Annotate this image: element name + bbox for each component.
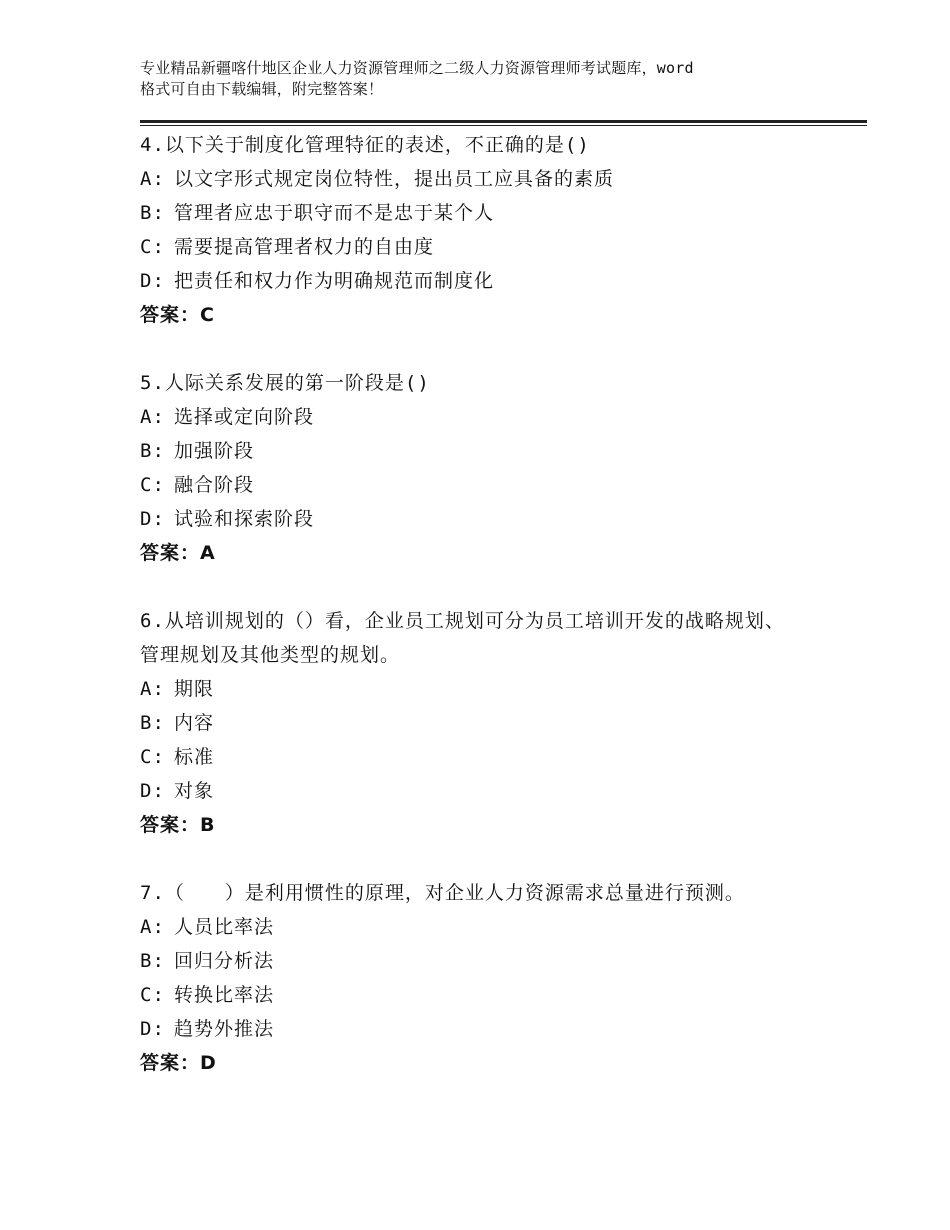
option-label: D: bbox=[140, 270, 165, 292]
option-b bbox=[140, 196, 810, 230]
option-label: C: bbox=[140, 236, 165, 258]
option-label: B: bbox=[140, 440, 165, 462]
option-a bbox=[140, 910, 810, 944]
option-text: 趋势外推法 bbox=[174, 1018, 275, 1040]
option-label: A: bbox=[140, 406, 165, 428]
option-d bbox=[140, 774, 800, 808]
option-label: D: bbox=[140, 780, 165, 802]
option-label: D: bbox=[140, 508, 165, 530]
option-text: 管理者应忠于职守而不是忠于某个人 bbox=[174, 202, 495, 224]
header-divider-thick bbox=[140, 120, 867, 123]
option-label: C: bbox=[140, 474, 165, 496]
option-label: B: bbox=[140, 202, 165, 224]
option-text: 对象 bbox=[174, 780, 215, 802]
option-label: D: bbox=[140, 1018, 165, 1040]
option-text: 内容 bbox=[174, 712, 215, 734]
question-stem: 5.人际关系发展的第一阶段是() bbox=[140, 372, 430, 394]
option-label: B: bbox=[140, 950, 165, 972]
option-label: A: bbox=[140, 168, 165, 190]
option-c bbox=[140, 230, 810, 264]
answer-line: 答案：D bbox=[140, 1052, 217, 1074]
header-line-1: 专业精品新疆喀什地区企业人力资源管理师之二级人力资源管理师考试题库，word bbox=[140, 59, 694, 77]
option-text: 回归分析法 bbox=[174, 950, 275, 972]
option-label: A: bbox=[140, 916, 165, 938]
option-b bbox=[140, 706, 800, 740]
question-5 bbox=[140, 366, 810, 570]
option-text: 试验和探索阶段 bbox=[174, 508, 315, 530]
header-divider-thin bbox=[140, 125, 867, 126]
option-a bbox=[140, 162, 810, 196]
option-text: 需要提高管理者权力的自由度 bbox=[174, 236, 435, 258]
option-d bbox=[140, 1012, 810, 1046]
option-label: C: bbox=[140, 984, 165, 1006]
option-label: C: bbox=[140, 746, 165, 768]
option-d bbox=[140, 502, 810, 536]
option-a bbox=[140, 672, 800, 706]
header-line-2: 格式可自由下载编辑，附完整答案！ bbox=[140, 80, 384, 98]
question-stem: 6.从培训规划的（）看，企业员工规划可分为员工培训开发的战略规划、管理规划及其他类型的规划。 bbox=[140, 610, 785, 666]
question-6 bbox=[140, 604, 800, 842]
question-stem: 7.（ ）是利用惯性的原理，对企业人力资源需求总量进行预测。 bbox=[140, 882, 745, 904]
option-text: 以文字形式规定岗位特性，提出员工应具备的素质 bbox=[174, 168, 615, 190]
option-label: B: bbox=[140, 712, 165, 734]
option-text: 人员比率法 bbox=[174, 916, 275, 938]
answer-line: 答案：A bbox=[140, 542, 216, 564]
option-c bbox=[140, 468, 810, 502]
answer-line: 答案：C bbox=[140, 304, 215, 326]
option-text: 把责任和权力作为明确规范而制度化 bbox=[174, 270, 495, 292]
option-c bbox=[140, 978, 810, 1012]
option-text: 选择或定向阶段 bbox=[174, 406, 315, 428]
document-header bbox=[140, 58, 830, 100]
question-4 bbox=[140, 128, 810, 332]
option-text: 加强阶段 bbox=[174, 440, 255, 462]
option-text: 转换比率法 bbox=[174, 984, 275, 1006]
question-stem: 4.以下关于制度化管理特征的表述，不正确的是() bbox=[140, 134, 590, 156]
option-c bbox=[140, 740, 800, 774]
option-label: A: bbox=[140, 678, 165, 700]
option-b bbox=[140, 944, 810, 978]
option-text: 期限 bbox=[174, 678, 215, 700]
answer-line: 答案：B bbox=[140, 814, 216, 836]
option-text: 标准 bbox=[174, 746, 215, 768]
option-b bbox=[140, 434, 810, 468]
question-7 bbox=[140, 876, 810, 1080]
option-a bbox=[140, 400, 810, 434]
option-text: 融合阶段 bbox=[174, 474, 255, 496]
option-d bbox=[140, 264, 810, 298]
